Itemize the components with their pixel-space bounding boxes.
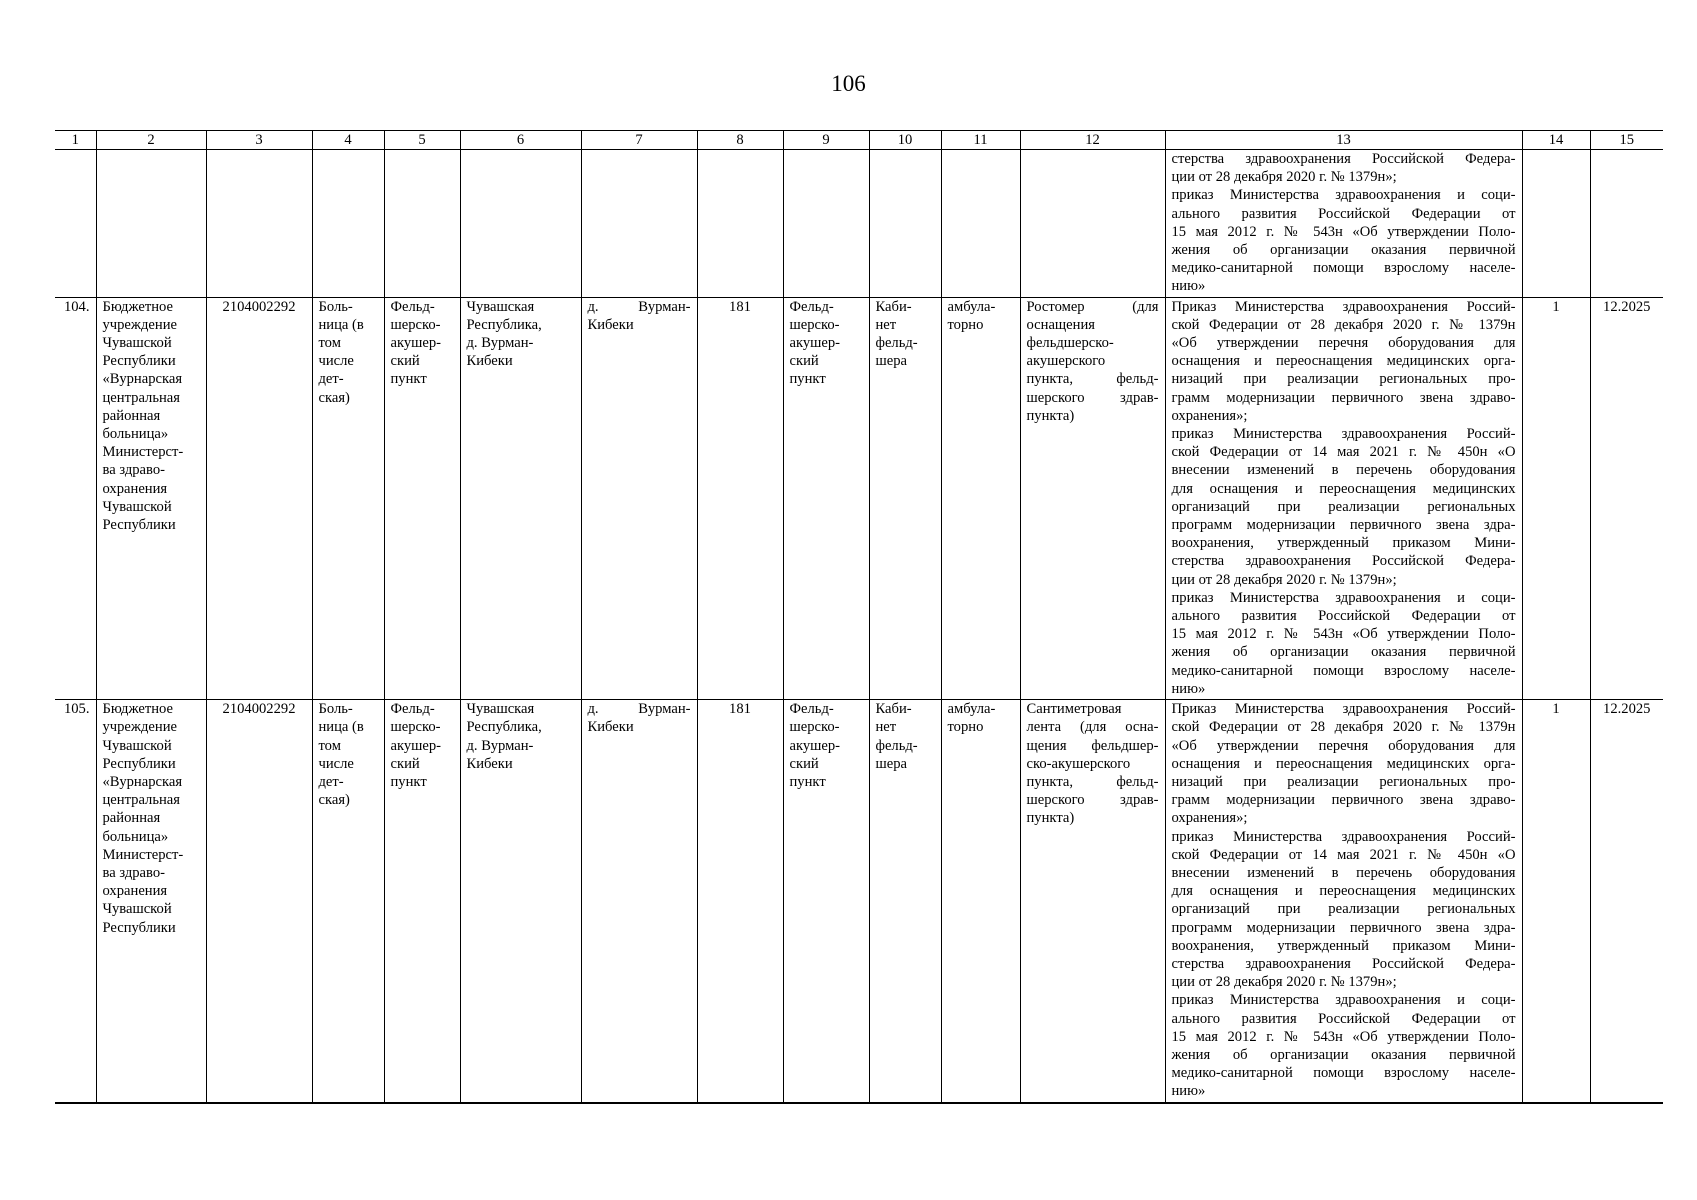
cell-line: центральная — [102, 389, 180, 406]
cell-line: учреждение — [102, 719, 177, 736]
cell-line: районная — [102, 810, 161, 827]
col-header-14: 14 — [1522, 131, 1590, 150]
cell-line: Кибеки — [466, 755, 513, 772]
cell-line: программ модернизации первичного звена здра- — [1171, 517, 1516, 534]
cell-line: Боль- — [318, 298, 353, 315]
cell-line: воохранения, утвержденный приказом Мини- — [1171, 535, 1516, 552]
cell-line: охранения»; — [1171, 407, 1248, 424]
cell-line: дет- — [318, 371, 344, 388]
cell-line: Чувашской — [102, 737, 172, 754]
cell-line: больница» — [102, 828, 169, 845]
cell-line: фельд- — [875, 335, 918, 352]
cell-line: том — [318, 737, 341, 754]
division-type-cell — [384, 700, 460, 1103]
cell-line: для оснащения и переоснащения медицинских — [1171, 883, 1516, 900]
cell-line: д. Вурман- — [587, 298, 691, 315]
cell-line: пункт — [789, 773, 826, 790]
cell-line: акушерского — [1026, 353, 1106, 370]
cell-line: фельдшерско- — [1026, 335, 1114, 352]
cell-line: шера — [875, 755, 907, 772]
organization-cell — [96, 700, 206, 1103]
cell-line: оснащения — [1026, 316, 1095, 333]
cell-line: нию» — [1171, 680, 1206, 697]
cell-line: внесении изменений в перечень оборудования — [1171, 462, 1516, 479]
cell-line: жения об организации оказания первичной — [1171, 1046, 1516, 1063]
cell-line: числе — [318, 755, 354, 772]
cell-line: Чувашской — [102, 335, 172, 352]
cell-line: Министерст- — [102, 444, 184, 461]
cell-line: охранения — [102, 883, 168, 900]
cell-line: стерства здравоохранения Российской Федера- — [1171, 553, 1516, 570]
cell-line: районная — [102, 407, 161, 424]
col-header-2: 2 — [96, 131, 206, 150]
cell-line: Бюджетное — [102, 701, 173, 718]
cell-line: шера — [875, 353, 907, 370]
cell-line: пункта, фельд- — [1026, 773, 1159, 790]
room-cell — [869, 297, 941, 699]
cell-line: приказ Министерства здравоохранения Россий- — [1171, 426, 1516, 443]
cell-line: оснащения и переоснащения медицинских орга- — [1171, 353, 1516, 370]
cell-line: Приказ Министерства здравоохранения Россий- — [1171, 298, 1516, 315]
cell-line: грамм модернизации первичного звена здраво- — [1171, 792, 1516, 809]
cell-line: числе — [318, 353, 354, 370]
cell-line: ции от 28 декабря 2020 г. № 1379н»; — [1171, 169, 1397, 186]
quantity-cell: 1 — [1522, 297, 1590, 699]
cell-line: приказ Министерства здравоохранения и соци- — [1171, 187, 1516, 204]
cell-line: шерско- — [390, 719, 441, 736]
cell-line: ции от 28 декабря 2020 г. № 1379н»; — [1171, 974, 1397, 991]
cell-line: шерского здрав- — [1026, 389, 1159, 406]
cell-line: Министерст- — [102, 846, 184, 863]
cell-line: жения об организации оказания первичной — [1171, 644, 1516, 661]
population-cell: 181 — [697, 297, 783, 699]
inn-cell: 2104002292 — [206, 297, 312, 699]
cell-line: больница» — [102, 426, 169, 443]
cell-line: нет — [875, 719, 897, 736]
cell-line: д. Вурман- — [466, 335, 534, 352]
equipment-cell — [1020, 700, 1165, 1103]
cell-line: низаций при реализации региональных про- — [1171, 773, 1516, 790]
col-header-1: 1 — [55, 131, 96, 150]
cell-line: щения фельдшер- — [1026, 737, 1159, 754]
cell-line: ская) — [318, 389, 350, 406]
cell-line: пункта) — [1026, 407, 1075, 424]
cell-line: Фельд- — [390, 298, 435, 315]
cell-line: Каби- — [875, 701, 912, 718]
deadline-cell: 12.2025 — [1590, 700, 1663, 1103]
cell-line: акушер- — [390, 737, 442, 754]
cell-line: ница (в — [318, 719, 364, 736]
settlement-cell — [581, 297, 697, 699]
cell-line: охранения»; — [1171, 810, 1248, 827]
legal-basis-cell — [1165, 297, 1522, 699]
cell-line: пункта) — [1026, 810, 1075, 827]
address-cell — [460, 700, 581, 1103]
cell-line: 15 мая 2012 г. № 543н «Об утверждении Поло- — [1171, 1028, 1516, 1045]
cell-line: «Об утверждении перечня оборудования для — [1171, 737, 1516, 754]
col-header-8: 8 — [697, 131, 783, 150]
cell-line: пункт — [390, 371, 427, 388]
cell-line: для оснащения и переоснащения медицинских — [1171, 480, 1516, 497]
table-row — [55, 297, 1663, 699]
cell-line: Кибеки — [587, 316, 634, 333]
cell-line: Республики — [102, 517, 176, 534]
institution-type-cell — [312, 297, 384, 699]
cell-line: ции от 28 декабря 2020 г. № 1379н»; — [1171, 571, 1397, 588]
inn-cell: 2104002292 — [206, 700, 312, 1103]
cell-line: ница (в — [318, 316, 364, 333]
organization-cell — [96, 297, 206, 699]
cell-line: том — [318, 335, 341, 352]
cell-line: Чувашской — [102, 901, 172, 918]
cell-line: стерства здравоохранения Российской Федера- — [1171, 151, 1516, 167]
col-header-5: 5 — [384, 131, 460, 150]
cell-line: пункт — [789, 371, 826, 388]
cell-line: фельд- — [875, 737, 918, 754]
cell-line: Фельд- — [789, 298, 834, 315]
cell-line: центральная — [102, 792, 180, 809]
equipment-cell — [1020, 297, 1165, 699]
col-header-12: 12 — [1020, 131, 1165, 150]
cell-line: охранения — [102, 480, 168, 497]
row-number: 105. — [55, 700, 96, 1103]
cell-line: «Вурнарская — [102, 773, 183, 790]
cell-line: акушер- — [390, 335, 442, 352]
cell-line: лента (для осна- — [1026, 719, 1159, 736]
structural-unit-cell — [783, 700, 869, 1103]
cell-line: ская) — [318, 792, 350, 809]
cell-line: Кибеки — [466, 353, 513, 370]
cell-line: Республики — [102, 353, 176, 370]
room-cell — [869, 700, 941, 1103]
page-number: 106 — [831, 71, 866, 96]
cell-line: 15 мая 2012 г. № 543н «Об утверждении Поло- — [1171, 626, 1516, 643]
institution-type-cell — [312, 700, 384, 1103]
cell-line: нию» — [1171, 278, 1206, 295]
cell-line: Чувашской — [102, 498, 172, 515]
legal-basis-cell — [1165, 700, 1522, 1103]
cell-line: низаций при реализации региональных про- — [1171, 371, 1516, 388]
col-header-4: 4 — [312, 131, 384, 150]
cell-line: Фельд- — [789, 701, 834, 718]
cell-line: ва здраво- — [102, 462, 165, 479]
cell-line: шерско- — [789, 316, 840, 333]
cell-line: внесении изменений в перечень оборудования — [1171, 864, 1516, 881]
cell-line: торно — [947, 719, 984, 736]
cell-line: ального развития Российской Федерации от — [1171, 608, 1516, 625]
cell-line: ский — [789, 755, 819, 772]
cell-line: дет- — [318, 773, 344, 790]
cell-line: Республики — [102, 755, 176, 772]
division-type-cell — [384, 297, 460, 699]
col-header-6: 6 — [460, 131, 581, 150]
cell-line: медико-санитарной помощи взрослому населе- — [1171, 260, 1516, 277]
cell-line: ской Федерации от 14 мая 2021 г. № 450н «О — [1171, 444, 1516, 461]
cell-line: нию» — [1171, 1083, 1206, 1100]
cell-line: акушер- — [789, 335, 841, 352]
cell-line: Боль- — [318, 701, 353, 718]
cell-line: ской Федерации от 28 декабря 2020 г. № 1379н — [1171, 316, 1516, 333]
cell-line: ального развития Российской Федерации от — [1171, 205, 1516, 222]
cell-line: грамм модернизации первичного звена здраво- — [1171, 389, 1516, 406]
cell-line: Сантиметровая — [1026, 701, 1122, 718]
cell-line: медико-санитарной помощи взрослому населе- — [1171, 1065, 1516, 1082]
population-cell: 181 — [697, 700, 783, 1103]
cell-line: Республика, — [466, 316, 542, 333]
cell-line: организаций при реализации региональных — [1171, 498, 1516, 515]
cell-line: шерского здрав- — [1026, 792, 1159, 809]
structural-unit-cell — [783, 297, 869, 699]
cell-line: приказ Министерства здравоохранения и соци- — [1171, 992, 1516, 1009]
row-number: 104. — [55, 297, 96, 699]
col-header-13: 13 — [1165, 131, 1522, 150]
cell-line: стерства здравоохранения Российской Федера- — [1171, 955, 1516, 972]
col-header-11: 11 — [941, 131, 1020, 150]
cell-line: Приказ Министерства здравоохранения Россий- — [1171, 701, 1516, 718]
col-header-9: 9 — [783, 131, 869, 150]
care-condition-cell — [941, 297, 1020, 699]
quantity-cell: 1 — [1522, 700, 1590, 1103]
cell-line: пункт — [390, 773, 427, 790]
cell-line: шерско- — [789, 719, 840, 736]
cell-line: «Об утверждении перечня оборудования для — [1171, 335, 1516, 352]
cell-line: ский — [789, 353, 819, 370]
col-header-3: 3 — [206, 131, 312, 150]
cell-line: Каби- — [875, 298, 912, 315]
cell-line: Республика, — [466, 719, 542, 736]
cell-line: пункта, фельд- — [1026, 371, 1159, 388]
column-number-header — [55, 131, 1663, 150]
cell-line: д. Вурман- — [466, 737, 534, 754]
cell-line: Ростомер (для — [1026, 298, 1159, 315]
cell-line: Бюджетное — [102, 298, 173, 315]
cell-line: шерско- — [390, 316, 441, 333]
cell-line: 15 мая 2012 г. № 543н «Об утверждении Поло- — [1171, 223, 1516, 240]
cell-line: Чувашская — [466, 701, 535, 718]
col-header-7: 7 — [581, 131, 697, 150]
cell-line: воохранения, утвержденный приказом Мини- — [1171, 937, 1516, 954]
cell-line: ской Федерации от 14 мая 2021 г. № 450н «О — [1171, 846, 1516, 863]
cell-line: приказ Министерства здравоохранения Россий- — [1171, 828, 1516, 845]
cell-line: ального развития Российской Федерации от — [1171, 1010, 1516, 1027]
cell-line: ский — [390, 755, 420, 772]
cell-line: Фельд- — [390, 701, 435, 718]
cell-line: торно — [947, 316, 984, 333]
cell-line: приказ Министерства здравоохранения и соци- — [1171, 589, 1516, 606]
cell-line: нет — [875, 316, 897, 333]
care-condition-cell — [941, 700, 1020, 1103]
cell-line: медико-санитарной помощи взрослому населе- — [1171, 662, 1516, 679]
cell-line: «Вурнарская — [102, 371, 183, 388]
cell-line: оснащения и переоснащения медицинских орга- — [1171, 755, 1516, 772]
col-header-15: 15 — [1590, 131, 1663, 150]
cell-line: организаций при реализации региональных — [1171, 901, 1516, 918]
deadline-cell: 12.2025 — [1590, 297, 1663, 699]
cell-line: программ модернизации первичного звена здра- — [1171, 919, 1516, 936]
cell-line: Чувашская — [466, 298, 535, 315]
cell-line: ской Федерации от 28 декабря 2020 г. № 1379н — [1171, 719, 1516, 736]
table-row — [55, 700, 1663, 1103]
cell-line: ва здраво- — [102, 864, 165, 881]
equipment-table — [55, 130, 1663, 1104]
cell-line: Кибеки — [587, 719, 634, 736]
cell-line: учреждение — [102, 316, 177, 333]
cell-line: ский — [390, 353, 420, 370]
legal-basis-cell — [1165, 150, 1522, 298]
address-cell — [460, 297, 581, 699]
cell-line: амбула- — [947, 701, 996, 718]
cell-line: Республики — [102, 919, 176, 936]
cell-line: амбула- — [947, 298, 996, 315]
cell-line: жения об организации оказания первичной — [1171, 242, 1516, 259]
col-header-10: 10 — [869, 131, 941, 150]
cell-line: акушер- — [789, 737, 841, 754]
continuation-row — [55, 150, 1663, 298]
cell-line: ско-акушерского — [1026, 755, 1131, 772]
cell-line: д. Вурман- — [587, 701, 691, 718]
settlement-cell — [581, 700, 697, 1103]
